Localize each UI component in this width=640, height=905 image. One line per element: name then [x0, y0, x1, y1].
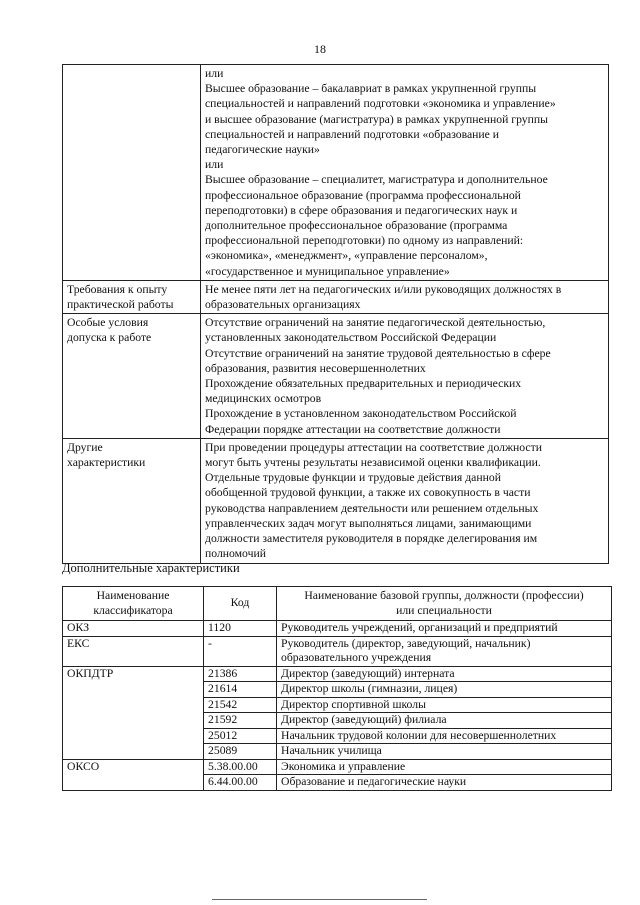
content-line: дополнительное профессиональное образование (программа: [205, 219, 508, 233]
row-content-cell: [201, 65, 609, 281]
code-cell: 5.38.00.00: [204, 759, 277, 775]
table-row: [63, 280, 609, 313]
name-cell: [277, 621, 612, 637]
page-number: 18: [314, 42, 326, 56]
row-label-cell: [63, 438, 201, 563]
content-line: специальностей и направлений подготовки «образование и: [205, 127, 500, 141]
classifier-cell: ОКСО: [63, 759, 204, 790]
content-line: полномочий: [205, 547, 266, 561]
row-label-line: практической работы: [67, 298, 174, 312]
content-line: педагогические науки»: [205, 143, 320, 157]
code-cell: 6.44.00.00: [204, 775, 277, 791]
bottom-divider: [212, 899, 427, 900]
row-label-cell: [63, 65, 201, 281]
row-content-cell: [201, 314, 609, 439]
row-label-cell: [63, 314, 201, 439]
content-line: переподготовки) в сфере образования и педагогических наук и: [205, 203, 518, 217]
name-cell: [277, 666, 612, 682]
classifier-cell: ОКПДТР: [63, 666, 204, 759]
code-cell: 1120: [204, 621, 277, 637]
content-line: Отсутствие ограничений на занятие трудовой деятельностью в сфере: [205, 346, 551, 360]
content-line: Высшее образование – бакалавриат в рамках укрупненной группы: [205, 82, 537, 96]
code-cell: 21542: [204, 697, 277, 713]
table-row: [63, 314, 609, 439]
content-line: Прохождение в установленном законодательством Российской: [205, 407, 517, 421]
section-title: Дополнительные характеристики: [62, 561, 240, 575]
name-cell: [277, 728, 612, 744]
name-line: Экономика и управление: [281, 759, 406, 773]
content-line: и высшее образование (магистратура) в рамках укрупненной группы: [205, 112, 548, 126]
code-cell: 25089: [204, 744, 277, 760]
name-cell: [277, 744, 612, 760]
name-cell: [277, 713, 612, 729]
name-line: Образование и педагогические науки: [281, 775, 467, 788]
name-line: образовательного учреждения: [281, 651, 432, 664]
table-row: [63, 65, 609, 281]
code-cell: -: [204, 636, 277, 666]
content-line: установленных законодательством Российской Федерации: [205, 331, 497, 345]
code-cell: 21614: [204, 682, 277, 698]
name-cell: [277, 682, 612, 698]
header-name: [277, 587, 612, 621]
name-cell: [277, 759, 612, 775]
code-cell: 21386: [204, 666, 277, 682]
content-line: руководства направлением деятельности или решением отдельных: [205, 501, 539, 515]
content-line: профессиональной переподготовки) по одному из направлений:: [205, 234, 524, 248]
content-line: «государственное и муниципальное управление»: [205, 264, 450, 278]
row-content-cell: [201, 280, 609, 313]
classifier-cell: ОКЗ: [63, 621, 204, 637]
row-label-line: Особые условия: [67, 316, 149, 330]
table-row: [63, 621, 612, 637]
content-line: Высшее образование – специалитет, магистратура и дополнительное: [205, 173, 548, 187]
additional-characteristics-table: [62, 586, 612, 791]
content-line: медицинских осмотров: [205, 392, 322, 406]
table-row: [63, 636, 612, 666]
name-line: Директор (заведующий) филиала: [281, 713, 447, 726]
qualification-requirements-table: [62, 64, 609, 564]
content-line: Прохождение обязательных предварительных и периодических: [205, 377, 522, 391]
content-line: Не менее пяти лет на педагогических и/или руководящих должностях в: [205, 282, 562, 296]
content-line: При проведении процедуры аттестации на соответствие должности: [205, 440, 542, 454]
content-line: обобщенной трудовой функции, а также их совокупность в части: [205, 486, 531, 500]
name-cell: [277, 636, 612, 666]
row-label-line: Другие: [67, 440, 103, 454]
name-cell: [277, 697, 612, 713]
row-label-line: допуска к работе: [67, 331, 152, 345]
row-label-line: характеристики: [67, 456, 146, 470]
header-classifier: [63, 587, 204, 621]
name-line: Директор (заведующий) интерната: [281, 666, 455, 680]
row-content-cell: [201, 438, 609, 563]
code-cell: 21592: [204, 713, 277, 729]
table-header-row: [63, 587, 612, 621]
name-cell: [277, 775, 612, 791]
header-classifier-line: Наименование: [96, 589, 170, 602]
content-line: образовательных организациях: [205, 298, 361, 312]
name-line: Начальник трудовой колонии для несовершеннолетних: [281, 728, 557, 742]
content-line: или: [205, 158, 224, 172]
name-line: Директор школы (гимназии, лицея): [281, 682, 458, 695]
name-line: Начальник училища: [281, 744, 382, 757]
content-line: управленческих задач могут выполняться лицами, занимающими: [205, 516, 532, 530]
content-line: Отдельные трудовые функции и трудовые действия данной: [205, 471, 501, 485]
content-line: специальностей и направлений подготовки «экономика и управление»: [205, 97, 556, 111]
header-code: Код: [204, 587, 277, 621]
header-classifier-line: классификатора: [93, 603, 173, 617]
table-row: [63, 666, 612, 682]
content-line: Федерации порядке аттестации на соответствие должности: [205, 422, 501, 436]
name-line: Руководитель учреждений, организаций и предприятий: [281, 621, 558, 634]
name-line: Директор спортивной школы: [281, 697, 426, 711]
content-line: профессиональное образование (программа профессиональной: [205, 188, 521, 202]
content-line: могут быть учтены результаты независимой оценки квалификации.: [205, 456, 541, 470]
row-label-line: Требования к опыту: [67, 282, 168, 296]
header-name-line: или специальности: [396, 603, 492, 617]
row-label-cell: [63, 280, 201, 313]
content-line: или: [205, 67, 224, 80]
name-line: Руководитель (директор, заведующий, начальник): [281, 636, 531, 650]
classifier-cell: ЕКС: [63, 636, 204, 666]
content-line: должности заместителя руководителя в порядке делегирования им: [205, 532, 538, 546]
code-cell: 25012: [204, 728, 277, 744]
content-line: образования, развития несовершеннолетних: [205, 361, 426, 375]
content-line: «экономика», «менеджмент», «управление персоналом»,: [205, 249, 488, 263]
content-line: Отсутствие ограничений на занятие педагогической деятельностью,: [205, 316, 546, 330]
table-row: [63, 438, 609, 563]
table-row: [63, 759, 612, 775]
header-name-line: Наименование базовой группы, должности (профессии): [304, 589, 584, 602]
